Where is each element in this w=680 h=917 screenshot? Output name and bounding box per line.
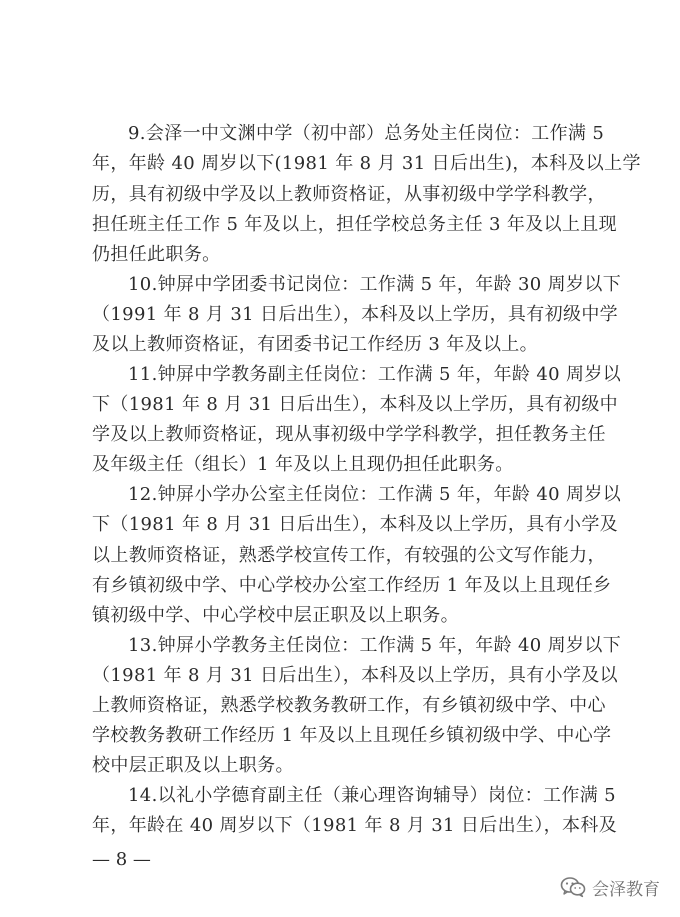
text-line: 10.钟屏中学团委书记岗位：工作满 5 年，年龄 30 周岁以下 xyxy=(128,274,622,295)
watermark-text: 会泽教育 xyxy=(592,879,660,900)
text-line: （1981 年 8 月 31 日后出生），本科及以上学历，具有小学及以 xyxy=(92,665,619,686)
text-line: 担任班主任工作 5 年及以上，担任学校总务主任 3 年及以上且现 xyxy=(92,214,617,235)
wechat-icon xyxy=(560,876,586,898)
text-line: 9.会泽一中文渊中学（初中部）总务处主任岗位：工作满 5 xyxy=(128,123,605,144)
text-line: 上教师资格证，熟悉学校教务教研工作，有乡镇初级中学、中心 xyxy=(92,695,606,716)
text-line: 年，年龄在 40 周岁以下（1981 年 8 月 31 日后出生），本科及 xyxy=(92,815,618,836)
text-line: 下（1981 年 8 月 31 日后出生），本科及以上学历，具有初级中 xyxy=(92,394,619,415)
text-line: 学及以上教师资格证，现从事初级中学学科教学，担任教务主任 xyxy=(92,424,606,445)
text-line: 11.钟屏中学教务副主任岗位：工作满 5 年，年龄 40 周岁以 xyxy=(128,364,622,385)
text-line: 14.以礼小学德育副主任（兼心理咨询辅导）岗位：工作满 5 xyxy=(128,785,616,806)
page-number: — 8 — xyxy=(92,849,151,870)
text-line: 13.钟屏小学教务主任岗位：工作满 5 年，年龄 40 周岁以下 xyxy=(128,635,622,656)
text-line: 及以上教师资格证，有团委书记工作经历 3 年及以上。 xyxy=(92,334,538,355)
text-line: 12.钟屏小学办公室主任岗位：工作满 5 年，年龄 40 周岁以 xyxy=(128,484,622,505)
text-line: 及年级主任（组长）1 年及以上且现仍担任此职务。 xyxy=(92,454,514,475)
text-line: 镇初级中学、中心学校中层正职及以上职务。 xyxy=(92,605,459,626)
text-line: 历，具有初级中学及以上教师资格证，从事初级中学学科教学， xyxy=(92,184,606,205)
text-line: （1991 年 8 月 31 日后出生），本科及以上学历，具有初级中学 xyxy=(92,304,619,325)
text-line: 有乡镇初级中学、中心学校办公室工作经历 1 年及以上且现任乡 xyxy=(92,575,612,596)
text-line: 年，年龄 40 周岁以下(1981 年 8 月 31 日后出生)，本科及以上学 xyxy=(92,153,641,174)
text-line: 仍担任此职务。 xyxy=(92,244,221,265)
text-line: 下（1981 年 8 月 31 日后出生），本科及以上学历，具有小学及 xyxy=(92,514,619,535)
text-line: 以上教师资格证，熟悉学校宣传工作，有较强的公文写作能力， xyxy=(92,545,606,566)
text-line: 学校教务教研工作经历 1 年及以上且现任乡镇初级中学、中心学 xyxy=(92,725,612,746)
watermark xyxy=(560,872,660,902)
text-line: 校中层正职及以上职务。 xyxy=(92,755,294,776)
